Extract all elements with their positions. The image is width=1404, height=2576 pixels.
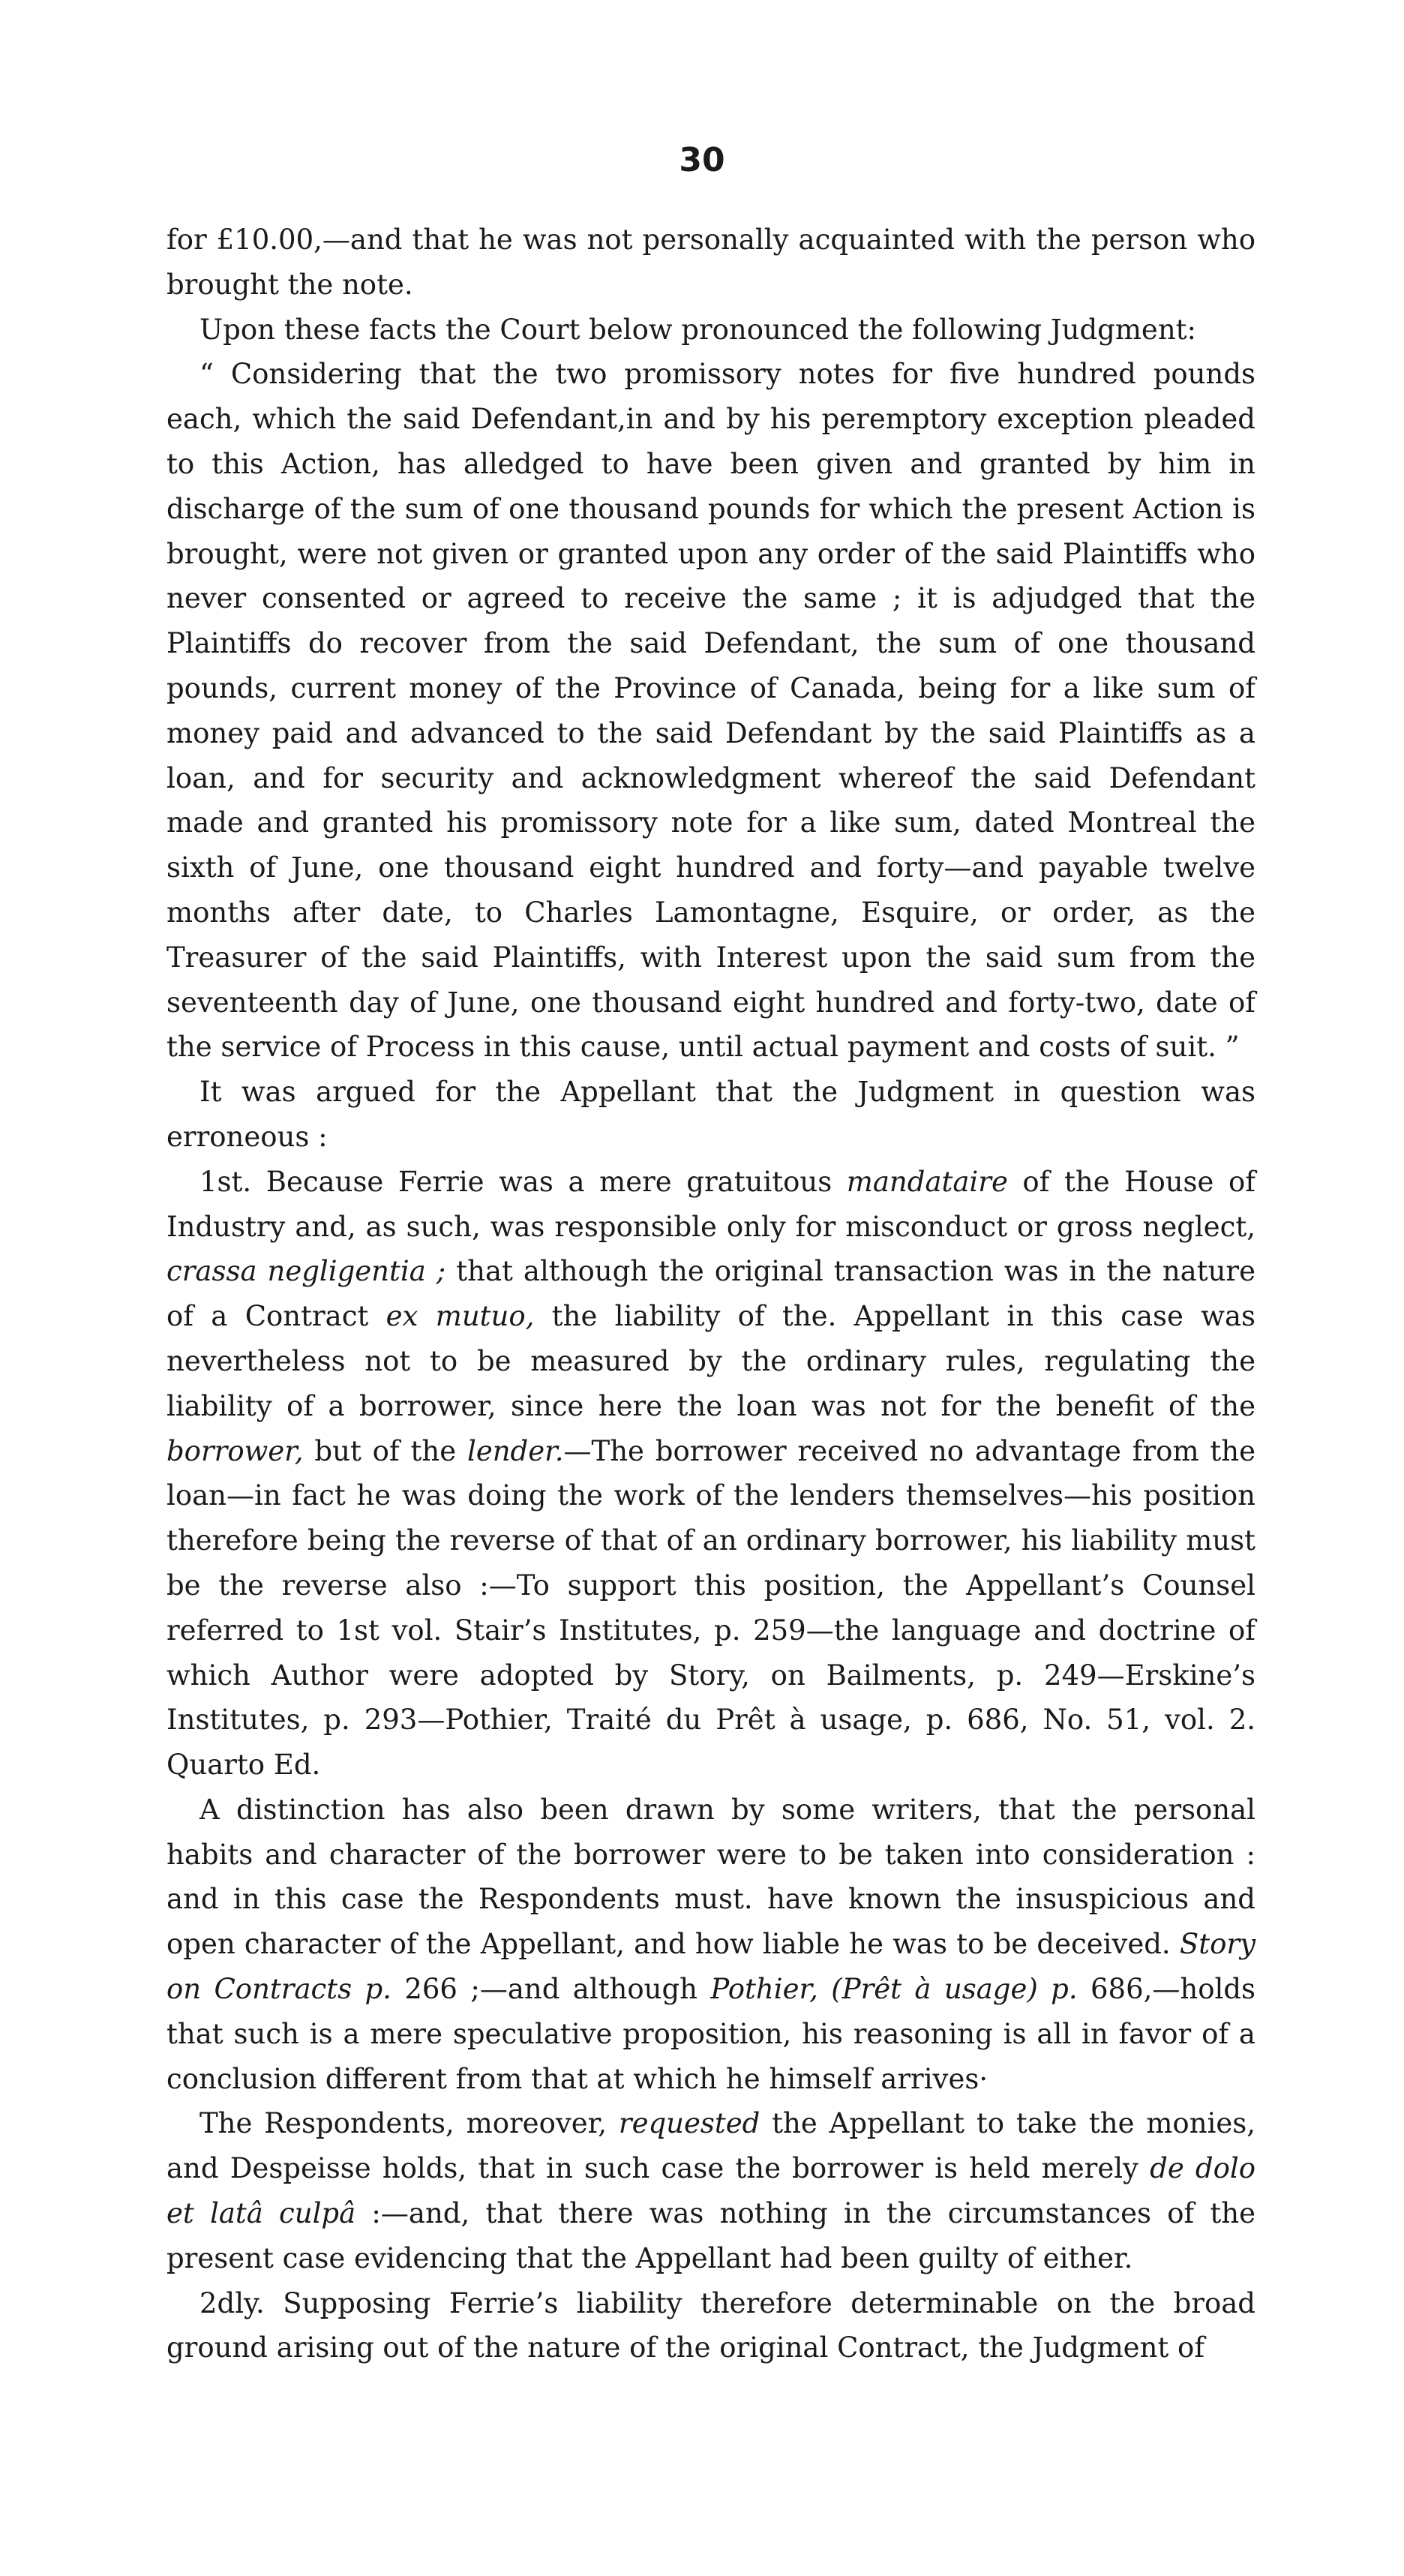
italic-text-run: Pothier, (Prêt à usage) p. [710,1973,1078,2006]
italic-text-run: lender. [466,1434,564,1467]
italic-text-run: borrower, [166,1434,304,1467]
paragraph [166,2281,1256,2371]
text-run: the liability of the. Appellant in this case was nevertheless not to be measured by the ordinary rules, regulating the liability of a borrower, since here the loan was not for the benefit of the [166,1300,1256,1422]
text-run: 266 ;—and although [391,1973,711,2006]
text-run: 686,—holds that such is a mere speculative proposition, his reasoning is all in favor of a conclusion different from that at which he himself arrives· [166,1973,1256,2095]
paragraph [166,218,1256,308]
text-run: of the House of Industry and, as such, was responsible only for misconduct or gross neglect, [166,1165,1256,1243]
text-run: that although the original transaction was in the nature of a Contract [166,1255,1256,1333]
text-run: Upon these facts the Court below pronounced the following Judgment: [200,313,1196,346]
page-number: 30 [679,141,725,179]
text-run: for £10.00,—and that he was not personally acquainted with the person who brought the note. [166,224,1256,301]
text-run: 2dly. Supposing Ferrie’s liability therefore determinable on the broad ground arising out of the nature of the original Contract, the Judgment of [166,2286,1256,2364]
body-text [166,218,1256,2370]
italic-text-run: requested [618,2107,760,2140]
italic-text-run: Story on Contracts p. [166,1928,1256,2006]
text-run: The Respondents, moreover, [200,2107,619,2140]
italic-text-run: ex mutuo, [386,1300,535,1333]
paragraph [166,308,1256,353]
paragraph [166,1160,1256,1788]
paragraph [166,1070,1256,1160]
text-run: the Appellant to take the monies, and Despeisse holds, that in such case the borrower is held merely [166,2107,1256,2185]
text-run: :—and, that there was nothing in the circumstances of the present case evidencing that the Appellant had been guilty of either. [166,2197,1256,2274]
text-run: “ Considering that the two promissory notes for five hundred pounds each, which the said Defendant,in and by his peremptory exception pleaded to this Action, has alledged to have been given and granted by him in discharge of the sum of one thousand pounds for which the present Action is brought, were not given or granted upon any order of the said Plaintiffs who never consented or agreed to receive the same ; it is adjudged that the Plaintiffs do recover from the said Defendant, the sum of one thousand pounds, current money of the Province of Canada, being for a like sum of money paid and advanced to the said Defendant by the said Plaintiffs as a loan, and for security and acknowledgment whereof the said Defendant made and granted his promissory note for a like sum, dated Montreal the sixth of June, one thousand eight hundred and forty—and payable twelve months after date, to Charles Lamontagne, Esquire, or order, as the Treasurer of the said Plaintiffs, with Interest upon the said sum from the seventeenth day of June, one thousand eight hundred and forty-two, date of the service of Process in this cause, until actual payment and costs of suit. ” [166,358,1256,1064]
text-run: 1st. Because Ferrie was a mere gratuitous [200,1165,847,1198]
italic-text-run: mandataire [846,1165,1008,1198]
text-run: A distinction has also been drawn by some writers, that the personal habits and character of the borrower were to be taken into consideration : and in this case the Respondents must. have known the insuspicious and open character of the Appellant, and how liable he was to be deceived. [166,1793,1256,1961]
text-run: but of the [303,1434,467,1467]
paragraph [166,352,1256,1070]
paragraph [166,1788,1256,2102]
text-run: It was argued for the Appellant that the Judgment in question was erroneous : [166,1076,1256,1153]
italic-text-run: de dolo et latâ culpâ [166,2152,1256,2230]
italic-text-run: crassa negligentia ; [166,1255,446,1288]
text-run: —The borrower received no advantage from the loan—in fact he was doing the work of the lenders themselves—his position therefore being the reverse of that of an ordinary borrower, his liability must be the reverse also :—To support this position, the Appellant’s Counsel referred to 1st vol. Stair’s Institutes, p. 259—the language and doctrine of which Author were adopted by Story, on Bailments, p. 249—Erskine’s Institutes, p. 293—Pothier, Traité du Prêt à usage, p. 686, No. 51, vol. 2. Quarto Ed. [166,1434,1256,1782]
paragraph [166,2101,1256,2280]
